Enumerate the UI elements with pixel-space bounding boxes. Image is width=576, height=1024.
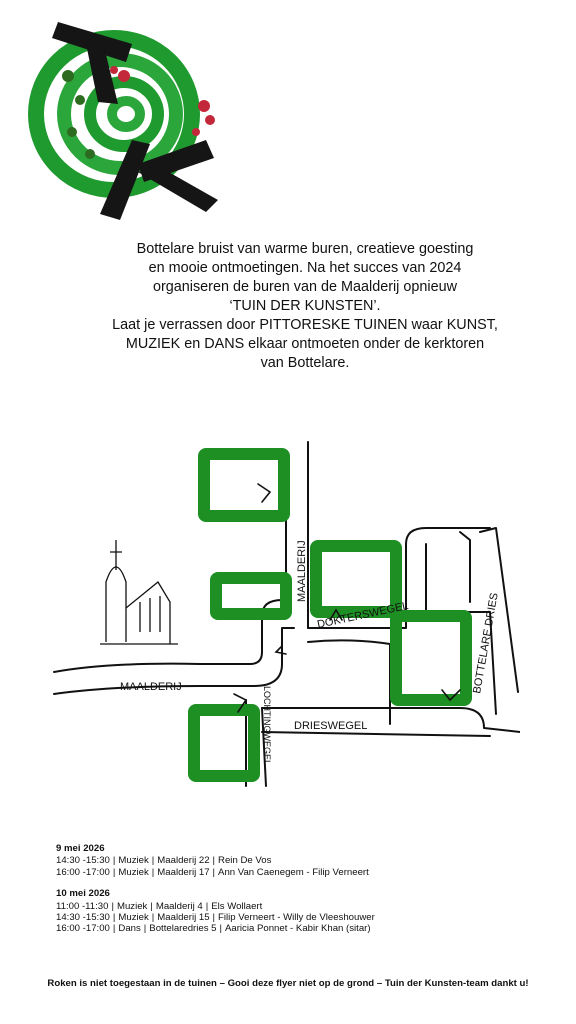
event-artist: Ann Van Caenegem - Filip Verneert [218,866,369,878]
event-time: 14:30 -15:30 [56,855,110,867]
intro-line: organiseren de buren van de Maalderij opnieuw [152,279,457,295]
street-label: DOKTERSWEGEL [316,599,410,631]
day-block [56,888,546,935]
event-row: 14:30 -15:30 | Muziek | Maalderij 22 | Rein De Vos [56,855,272,867]
event-location: Maalderij 22 [157,855,210,867]
event-row: 14:30 -15:30 | Muziek | Maalderij 15 | Filip Verneert - Willy de Vleeshouwer [56,912,375,924]
event-type: Dans [118,923,141,935]
event-time: 11:00 -11:30 [56,900,109,912]
intro-line: Bottelare bruist van warme buren, creatieve goesting [136,241,474,257]
event-time: 16:00 -17:00 [56,866,110,878]
event-artist: Rein De Vos [218,855,272,867]
tuin-der-kunsten-logo [28,14,228,226]
event-row: 11:00 -11:30 | Muziek | Maalderij 4 | Els Wollaert [56,900,263,912]
event-artist: Aaricia Ponnet - Kabir Khan (sitar) [225,923,371,935]
street-label: MAALDERIJ [296,540,308,602]
intro-line: van Bottelare. [260,355,350,371]
event-artist: Els Wollaert [211,900,263,912]
garden-map [50,432,520,794]
intro-text [70,240,540,373]
street-label: LOCHTINGWEGEL [262,686,272,766]
event-location: Bottelaredries 5 [149,923,217,935]
event-type: Muziek [118,912,149,924]
event-row: 16:00 -17:00 | Dans | Bottelaredries 5 | Aaricia Ponnet - Kabir Khan (sitar) [56,923,371,935]
intro-line: MUZIEK en DANS elkaar ontmoeten onder de kerktoren [125,336,485,352]
intro-line: en mooie ontmoetingen. Na het succes van 2024 [148,260,462,276]
day-block [56,843,546,878]
street-label: MAALDERIJ [120,681,182,693]
event-location: Maalderij 17 [157,866,210,878]
event-type: Muziek [118,866,149,878]
footer-notice: Roken is niet toegestaan in de tuinen – Gooi deze flyer niet op de grond – Tuin der Kunsten-team dankt u! [47,978,529,989]
event-type: Muziek [118,855,149,867]
event-location: Maalderij 4 [155,900,203,912]
street-label: DRIESWEGEL [294,720,368,732]
day-title: 10 mei 2026 [56,888,110,900]
intro-line: ‘TUIN DER KUNSTEN’. [229,298,381,314]
event-type: Muziek [116,900,148,912]
street-label: BOTTELARE DRIES [471,591,501,695]
schedule [56,843,546,945]
day-title: 9 mei 2026 [56,843,105,854]
event-artist: Filip Verneert - Willy de Vleeshouwer [218,912,375,924]
event-time: 16:00 -17:00 [56,923,110,935]
event-row: 16:00 -17:00 | Muziek | Maalderij 17 | Ann Van Caenegem - Filip Verneert [56,866,369,878]
event-time: 14:30 -15:30 [56,912,110,924]
event-location: Maalderij 15 [157,912,210,924]
church-sketch [100,540,178,644]
intro-line: Laat je verrassen door PITTORESKE TUINEN waar KUNST, [112,317,498,333]
